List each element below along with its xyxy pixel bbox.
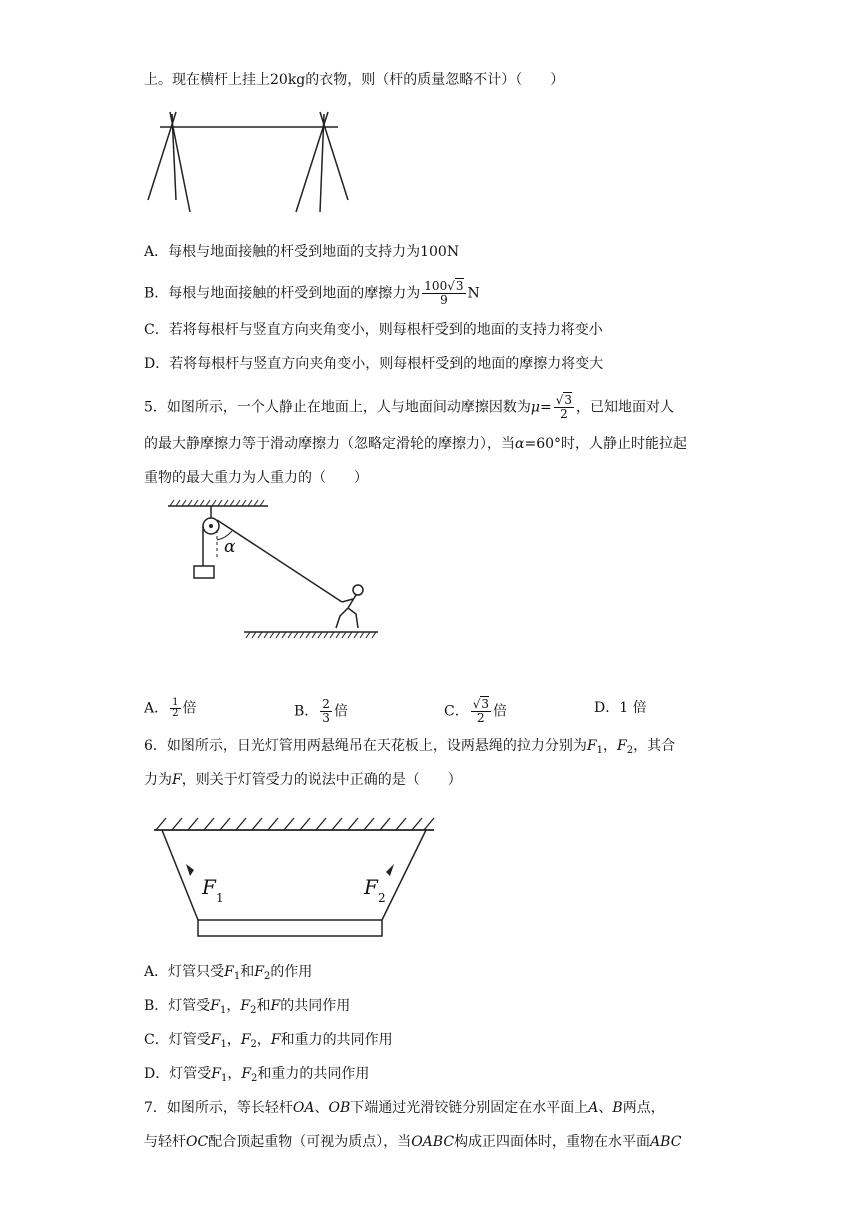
q5-line-2: 的最大静摩擦力等于滑动摩擦力（忽略定滑轮的摩擦力），当α=60°时，人静止时能拉起	[144, 436, 688, 452]
q4-option-c: C．若将每根杆与竖直方向夹角变小，则每根杆受到的地面的支持力将变小	[144, 322, 603, 338]
q5-line-1: 5．如图所示，一个人静止在地面上，人与地面间动摩擦因数为μ= $\frac{√3}{2}$ ，已知地面对人	[144, 393, 675, 421]
f2-label: F	[364, 875, 378, 899]
q7-line-1: 7．如图所示，等长轻杆OA、OB下端通过光滑铰链分别固定在水平面上A、B两点，	[144, 1100, 665, 1116]
q7-line-2: 与轻杆OC配合顶起重物（可视为质点），当OABC构成正四面体时，重物在水平面ABC	[144, 1134, 682, 1150]
q6-option-b: B．灯管受$F_1$，$F_2$和F的共同作用	[144, 998, 351, 1016]
q6-line-2: 力为F，则关于灯管受力的说法中正确的是（ ）	[144, 772, 462, 788]
q4-option-b: B．每根与地面接触的杆受到地面的摩擦力为 $\frac{100√3}{9}$ N	[144, 279, 480, 307]
q5-option-a: A． $\frac{1}{2}$ 倍	[144, 697, 197, 719]
q5-option-b: B． $\frac{2}{3}$ 倍	[294, 697, 348, 725]
q4-stem-tail: 上。现在横杆上挂上20kg的衣物，则（杆的质量忽略不计）（ ）	[144, 72, 565, 88]
f1-label: F	[202, 875, 216, 899]
q6-option-a: A．灯管只受$F_1$和$F_2$的作用	[144, 964, 313, 982]
q6-line-1: 6．如图所示，日光灯管用两悬绳吊在天花板上，设两悬绳的拉力分别为$F_1$，$F_2$，其合	[144, 738, 676, 756]
f1-subscript: 1	[216, 891, 224, 905]
q5-line-3: 重物的最大重力为人重力的（ ）	[144, 470, 368, 486]
f2-subscript: 2	[378, 891, 386, 905]
pulley-person-figure	[160, 498, 390, 643]
q4-option-d: D．若将每根杆与竖直方向夹角变小，则每根杆受到的地面的摩擦力将变大	[144, 356, 604, 372]
q6-option-c: C．灯管受$F_1$，$F_2$，F和重力的共同作用	[144, 1032, 393, 1050]
q6-option-d: D．灯管受$F_1$，$F_2$和重力的共同作用	[144, 1066, 370, 1084]
clothes-rack-figure	[140, 108, 340, 218]
alpha-label: α	[224, 537, 236, 557]
q4-option-a: A．每根与地面接触的杆受到地面的支持力为100N	[144, 244, 460, 260]
q5-option-c: C． $\frac{√3}{2}$ 倍	[444, 697, 508, 725]
q5-option-d: D．1 倍	[594, 700, 647, 716]
fluorescent-lamp-figure	[150, 810, 440, 940]
